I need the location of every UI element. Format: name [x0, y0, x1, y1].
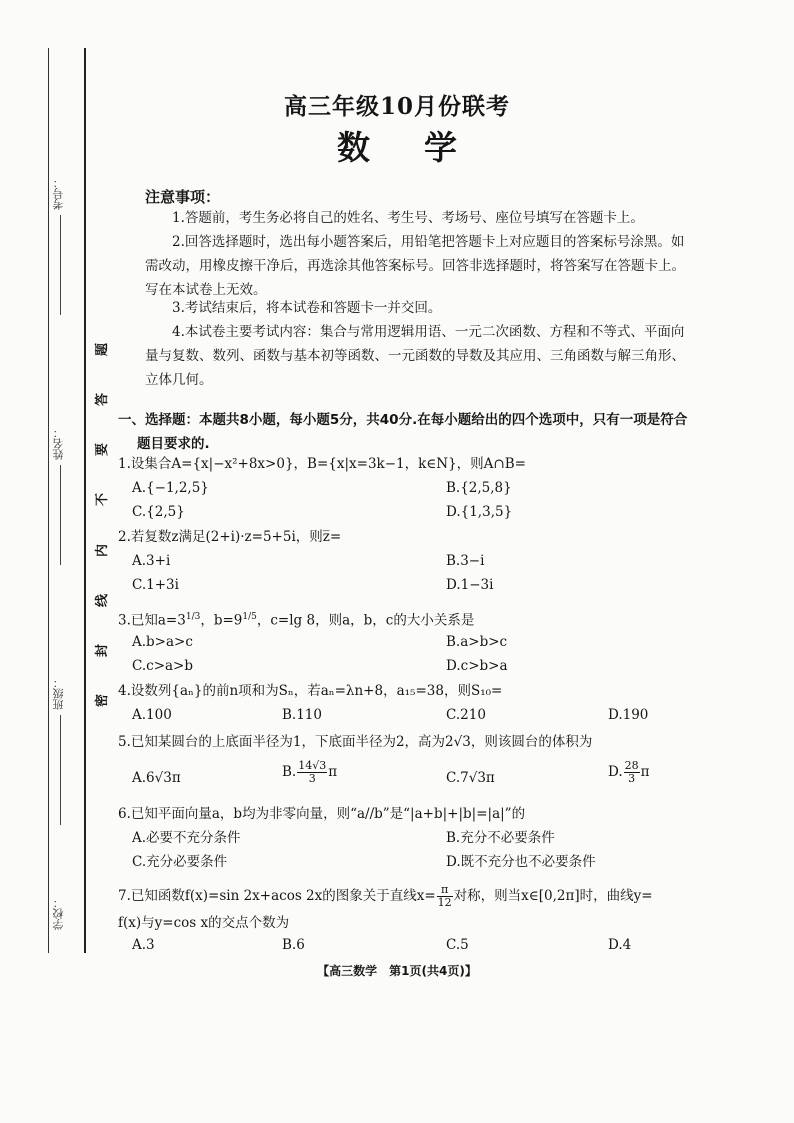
school-label: 学校：	[52, 897, 65, 930]
exponent: 1/3	[185, 612, 201, 622]
question-3-option-c[interactable]: C.c>a>b	[132, 658, 194, 674]
fraction	[624, 760, 640, 785]
section-heading	[118, 408, 718, 456]
seal-char: 题	[95, 342, 111, 357]
class-blank[interactable]	[60, 715, 61, 825]
subject-title: 数学	[337, 128, 511, 167]
question-7-option-a[interactable]: A.3	[132, 937, 155, 953]
fraction-numerator: 28	[624, 759, 639, 772]
question-1-option-d[interactable]: D.{1,3,5}	[446, 504, 513, 520]
seal-line-text	[86, 340, 116, 710]
question-7-option-b[interactable]: B.6	[282, 937, 305, 953]
note-item: 2.回答选择题时，选出每小题答案后，用铅笔把答题卡上对应题目的答案标号涂黑。如需改动，用橡皮擦干净后，再选涂其他答案标号。回答非选择题时，将答案写在答题卡上。写在本试卷上无效。	[145, 234, 685, 298]
exam-title: 高三年级10月份联考	[283, 93, 510, 120]
option-prefix: D.	[608, 764, 623, 780]
question-2-stem: 2.若复数z满足(2+i)·z=5+5i，则z̅=	[118, 529, 342, 545]
name-label: 姓名：	[52, 427, 65, 460]
question-4-stem: 4.设数列{aₙ}的前n项和为Sₙ，若aₙ=λn+8，a₁₅=38，则S₁₀=	[118, 683, 503, 699]
fraction-denominator: 12	[437, 896, 452, 909]
option-suffix: π	[640, 764, 650, 780]
binding-line-outer	[48, 48, 49, 953]
question-7-option-c[interactable]: C.5	[446, 937, 469, 953]
question-4-option-c[interactable]: C.210	[446, 707, 486, 723]
question-1-option-a[interactable]: A.{−1,2,5}	[132, 480, 209, 496]
question-6-option-c[interactable]: C.充分必要条件	[132, 854, 228, 870]
question-4-option-b[interactable]: B.110	[282, 707, 322, 723]
question-3-stem-part: ，b=9	[200, 612, 243, 629]
question-4-option-a[interactable]: A.100	[132, 707, 172, 723]
question-2-option-b[interactable]: B.3−i	[446, 553, 485, 569]
fraction-denominator: 3	[628, 772, 636, 785]
question-3-stem	[118, 606, 718, 632]
section-heading-line2: 题目要求的.	[137, 436, 210, 452]
seal-char: 要	[95, 443, 111, 457]
fraction-denominator: 3	[308, 772, 316, 785]
note-item: 4.本试卷主要考试内容：集合与常用逻辑用语、一元二次函数、方程和不等式、平面向量与复数、数列、函数与基本初等函数、一元函数的导数及其应用、三角函数与解三角形、立体几何。	[145, 324, 685, 388]
question-5-option-c[interactable]: C.7√3π	[446, 770, 495, 786]
exponent: 1/5	[242, 612, 257, 622]
seal-char: 不	[95, 493, 111, 507]
question-3-option-a[interactable]: A.b>a>c	[132, 634, 193, 650]
question-3-stem-part: ，c=lg 8，则a，b，c的大小关系是	[256, 612, 475, 629]
question-3-option-b[interactable]: B.a>b>c	[446, 634, 508, 650]
question-2-option-c[interactable]: C.1+3i	[132, 577, 179, 593]
note-item: 3.考试结束后，将本试卷和答题卡一并交回。	[172, 300, 442, 316]
option-prefix: B.	[282, 764, 297, 780]
question-5-stem: 5.已知某圆台的上底面半径为1，下底面半径为2，高为2√3，则该圆台的体积为	[118, 734, 593, 750]
question-7-stem-part: 对称，则当x∈[0,2π]时，曲线y=	[453, 888, 653, 904]
class-label: 班级：	[52, 677, 65, 710]
question-7-stem-line2: f(x)与y=cos x的交点个数为	[118, 915, 290, 931]
name-blank[interactable]	[60, 465, 61, 565]
seal-char: 内	[95, 543, 111, 557]
question-6-option-b[interactable]: B.充分不必要条件	[446, 830, 555, 846]
question-6-option-d[interactable]: D.既不充分也不必要条件	[446, 854, 596, 870]
question-5-option-a[interactable]: A.6√3π	[132, 770, 181, 786]
fraction	[297, 760, 327, 785]
note-item: 1.答题前，考生务必将自己的姓名、考生号、考场号、座位号填写在答题卡上。	[172, 210, 644, 226]
question-1-option-c[interactable]: C.{2,5}	[132, 504, 185, 520]
page-footer: 【高三数学 第1页(共4页)】	[317, 964, 477, 978]
question-7-option-d[interactable]: D.4	[608, 937, 632, 953]
question-2-option-d[interactable]: D.1−3i	[446, 577, 494, 593]
fraction-numerator: 14√3	[298, 759, 327, 772]
question-7-stem-part: 7.已知函数f(x)=sin 2x+acos 2x的图象关于直线x=	[118, 888, 436, 904]
question-3-option-d[interactable]: D.c>b>a	[446, 658, 508, 674]
question-5-option-b[interactable]	[282, 760, 337, 785]
question-6-stem: 6.已知平面向量a，b均为非零向量，则“a//b”是“|a+b|+|b|=|a|”的	[118, 806, 526, 822]
exam-number-label: 考号：	[52, 177, 65, 210]
question-5-option-d[interactable]	[608, 760, 650, 785]
option-suffix: π	[328, 764, 338, 780]
seal-char: 封	[95, 643, 111, 657]
question-4-option-d[interactable]: D.190	[608, 707, 649, 723]
fraction-numerator: π	[437, 884, 453, 897]
notes-heading: 注意事项：	[145, 188, 221, 206]
fraction	[437, 884, 453, 909]
seal-char: 答	[95, 393, 111, 407]
question-2-option-a[interactable]: A.3+i	[132, 553, 171, 569]
question-1-stem: 1.设集合A={x|−x²+8x>0}，B={x|x=3k−1，k∈N}，则A∩B=	[118, 456, 526, 472]
seal-char: 密	[95, 693, 111, 707]
exam-number-blank[interactable]	[60, 215, 61, 315]
question-6-option-a[interactable]: A.必要不充分条件	[132, 830, 241, 846]
section-heading-line1: 一、选择题：本题共8小题，每小题5分，共40分.在每小题给出的四个选项中，只有一项是符合	[118, 412, 688, 428]
seal-char: 线	[95, 593, 111, 607]
question-3-stem-part: 3.已知a=3	[118, 612, 186, 629]
question-1-option-b[interactable]: B.{2,5,8}	[446, 480, 512, 496]
question-7-stem	[118, 884, 718, 909]
